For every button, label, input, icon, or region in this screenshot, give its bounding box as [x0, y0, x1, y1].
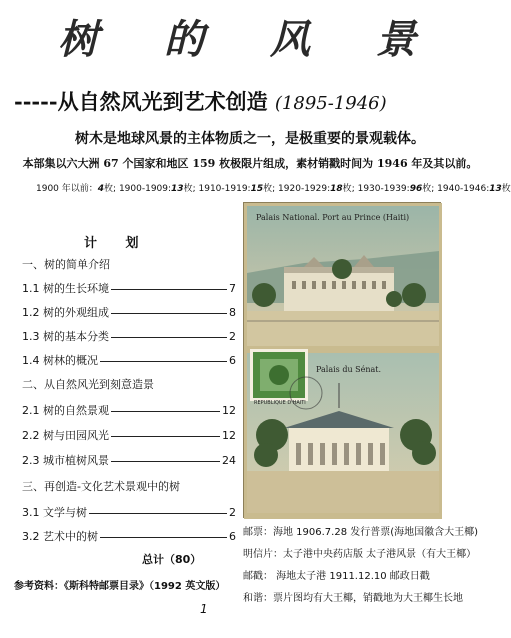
toc-item-label: 2.2 树与田园风光: [22, 429, 109, 442]
reference-note: 参考资料：《斯科特邮票目录》（1992 英文版）: [14, 581, 226, 592]
page-title: 树 的 风 景: [58, 16, 442, 63]
toc-item-count: 12: [222, 404, 236, 417]
stat-label: 1940-1946:: [437, 184, 490, 194]
toc-item: [22, 454, 236, 468]
toc-item: [22, 354, 236, 368]
stat-unit: 枚: [501, 184, 511, 194]
toc-leader: [111, 460, 220, 462]
subtitle: [14, 86, 494, 116]
toc-heading: 计 划: [84, 236, 151, 251]
toc-leader: [111, 336, 227, 338]
toc-item-label: 1.2 树的外观组成: [22, 306, 109, 319]
toc-item: [22, 306, 236, 320]
toc-item: [22, 404, 236, 418]
toc-item-count: 6: [229, 354, 236, 367]
toc-item-count: 24: [222, 454, 236, 467]
subtitle-text: 从自然风光到艺术创造: [57, 89, 268, 114]
intro-text: 本部集以六大洲 67 个国家和地区 159 枚极限片组成，素材销戳时间为 1946 年及其以前。: [22, 157, 478, 170]
toc-item: [22, 330, 236, 344]
toc-item-label: 1.4 树林的概况: [22, 354, 98, 367]
toc-item-label: 1.3 树的基本分类: [22, 330, 109, 343]
toc-leader: [111, 410, 220, 412]
stat-unit: 枚: [104, 184, 114, 194]
postcard-bottom-caption: Palais du Sénat.: [316, 365, 382, 374]
toc-item: [22, 506, 236, 520]
postcard-illustration: [244, 203, 442, 519]
toc-item-count: 8: [229, 306, 236, 319]
toc-leader: [111, 435, 220, 437]
stat-unit: 枚: [183, 184, 193, 194]
stat-unit: 枚: [422, 184, 432, 194]
toc-item-count: 2: [229, 506, 236, 519]
stat-count: 96: [409, 184, 423, 194]
toc-leader: [111, 312, 227, 314]
stat-label: 1900-1909:: [118, 184, 172, 194]
toc-item-label: 3.2 艺术中的树: [22, 530, 98, 543]
stat-count: 15: [250, 184, 264, 194]
tagline: 树木是地球风景的主体物质之一，是极重要的景观载体。: [75, 131, 425, 147]
postcard-image: [243, 202, 441, 518]
toc-leader: [100, 360, 227, 362]
stat-unit: 枚: [342, 184, 352, 194]
stat-label: 1900 年以前：: [36, 184, 98, 194]
toc-section-title: 二、从自然风光到刻意造景: [22, 378, 154, 391]
subtitle-years: (1895-1946): [274, 93, 387, 114]
toc-item: [22, 429, 236, 443]
toc-section-title: 一、树的简单介绍: [22, 258, 110, 271]
toc-item-count: 7: [229, 282, 236, 295]
toc-item-label: 3.1 文学与树: [22, 506, 87, 519]
toc-item: [22, 282, 236, 296]
toc-total: 总计（80）: [142, 553, 202, 566]
toc-item-count: 2: [229, 330, 236, 343]
toc-leader: [100, 536, 227, 538]
toc-item-label: 2.3 城市植树风景: [22, 454, 109, 467]
toc-item-count: 6: [229, 530, 236, 543]
caption-postcard: 明信片：太子港中央药店版 太子港风景（有大王椰）: [243, 549, 477, 560]
page-number: 1: [200, 602, 208, 616]
stamp-text: REPUBLIQUE D'HAITI: [254, 400, 306, 406]
exhibit-captions: [243, 522, 498, 610]
stat-label: 1910-1919:: [198, 184, 251, 194]
stat-unit: 枚: [263, 184, 273, 194]
caption-concordance: 和谐：票片图均有大王椰，销戳地为大王椰生长地: [243, 593, 463, 604]
stats-line: 1900 年以前：4枚; 1900-1909:13枚; 1910-1919:15枚; 1920-1929:18枚; 1930-1939:96枚; 1940-1946:13枚: [36, 184, 511, 194]
stat-count: 13: [489, 184, 502, 194]
toc-section-title: 三、再创造-文化艺术景观中的树: [22, 480, 180, 493]
toc-item-label: 1.1 树的生长环境: [22, 282, 109, 295]
caption-stamp: 邮票：海地 1906.7.28 发行普票(海地国徽含大王椰): [243, 527, 479, 538]
stat-label: 1930-1939:: [357, 184, 410, 194]
toc-leader: [111, 288, 227, 290]
stat-count: 4: [97, 184, 105, 194]
stat-count: 18: [330, 184, 343, 194]
caption-postmark: 邮戳： 海地太子港 1911.12.10 邮政日戳: [243, 571, 430, 582]
postcard-top-caption: Palais National. Port au Prince (Haiti): [256, 213, 410, 222]
stat-label: 1920-1929:: [278, 184, 331, 194]
toc-item-label: 2.1 树的自然景观: [22, 404, 109, 417]
subtitle-prefix: -----: [14, 89, 58, 114]
toc-item: [22, 530, 236, 544]
toc-item-count: 12: [222, 429, 236, 442]
stat-count: 13: [171, 184, 184, 194]
toc-leader: [89, 512, 227, 514]
